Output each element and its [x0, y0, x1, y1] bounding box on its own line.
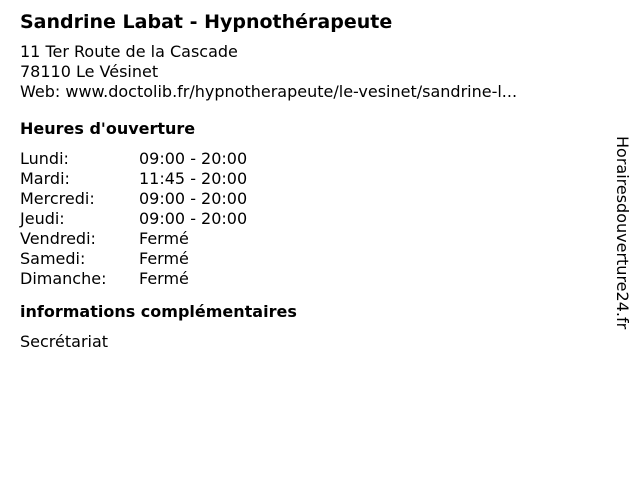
business-title: Sandrine Labat - Hypnothérapeute	[20, 11, 393, 33]
hours-day: Mardi:	[20, 169, 70, 188]
additional-info-title: informations complémentaires	[20, 302, 297, 321]
hours-time: 09:00 - 20:00	[139, 189, 248, 208]
business-card	[20, 10, 600, 352]
hours-time: Fermé	[139, 229, 189, 248]
hours-row-friday	[20, 229, 600, 249]
site-watermark: Horairesdouverture24.fr	[613, 136, 632, 330]
hours-time: 11:45 - 20:00	[139, 169, 248, 188]
opening-hours-title: Heures d'ouverture	[20, 119, 196, 138]
hours-row-tuesday	[20, 169, 600, 189]
hours-row-sunday	[20, 269, 600, 289]
hours-time: Fermé	[139, 249, 189, 268]
hours-day: Vendredi:	[20, 229, 96, 248]
hours-time: Fermé	[139, 269, 189, 288]
hours-day: Jeudi:	[20, 209, 65, 228]
hours-row-saturday	[20, 249, 600, 269]
address-line-street: 11 Ter Route de la Cascade	[20, 42, 238, 61]
hours-time: 09:00 - 20:00	[139, 209, 248, 228]
hours-day: Samedi:	[20, 249, 86, 268]
hours-row-monday	[20, 149, 600, 169]
hours-row-wednesday	[20, 189, 600, 209]
additional-info-item: Secrétariat	[20, 332, 109, 351]
address-line-city: 78110 Le Vésinet	[20, 62, 159, 81]
opening-hours-list	[20, 149, 600, 289]
hours-time: 09:00 - 20:00	[139, 149, 248, 168]
hours-row-thursday	[20, 209, 600, 229]
hours-day: Dimanche:	[20, 269, 107, 288]
hours-day: Lundi:	[20, 149, 69, 168]
business-address	[20, 42, 600, 102]
hours-day: Mercredi:	[20, 189, 95, 208]
website-line: Web: www.doctolib.fr/hypnotherapeute/le-vesinet/sandrine-l...	[20, 82, 518, 101]
